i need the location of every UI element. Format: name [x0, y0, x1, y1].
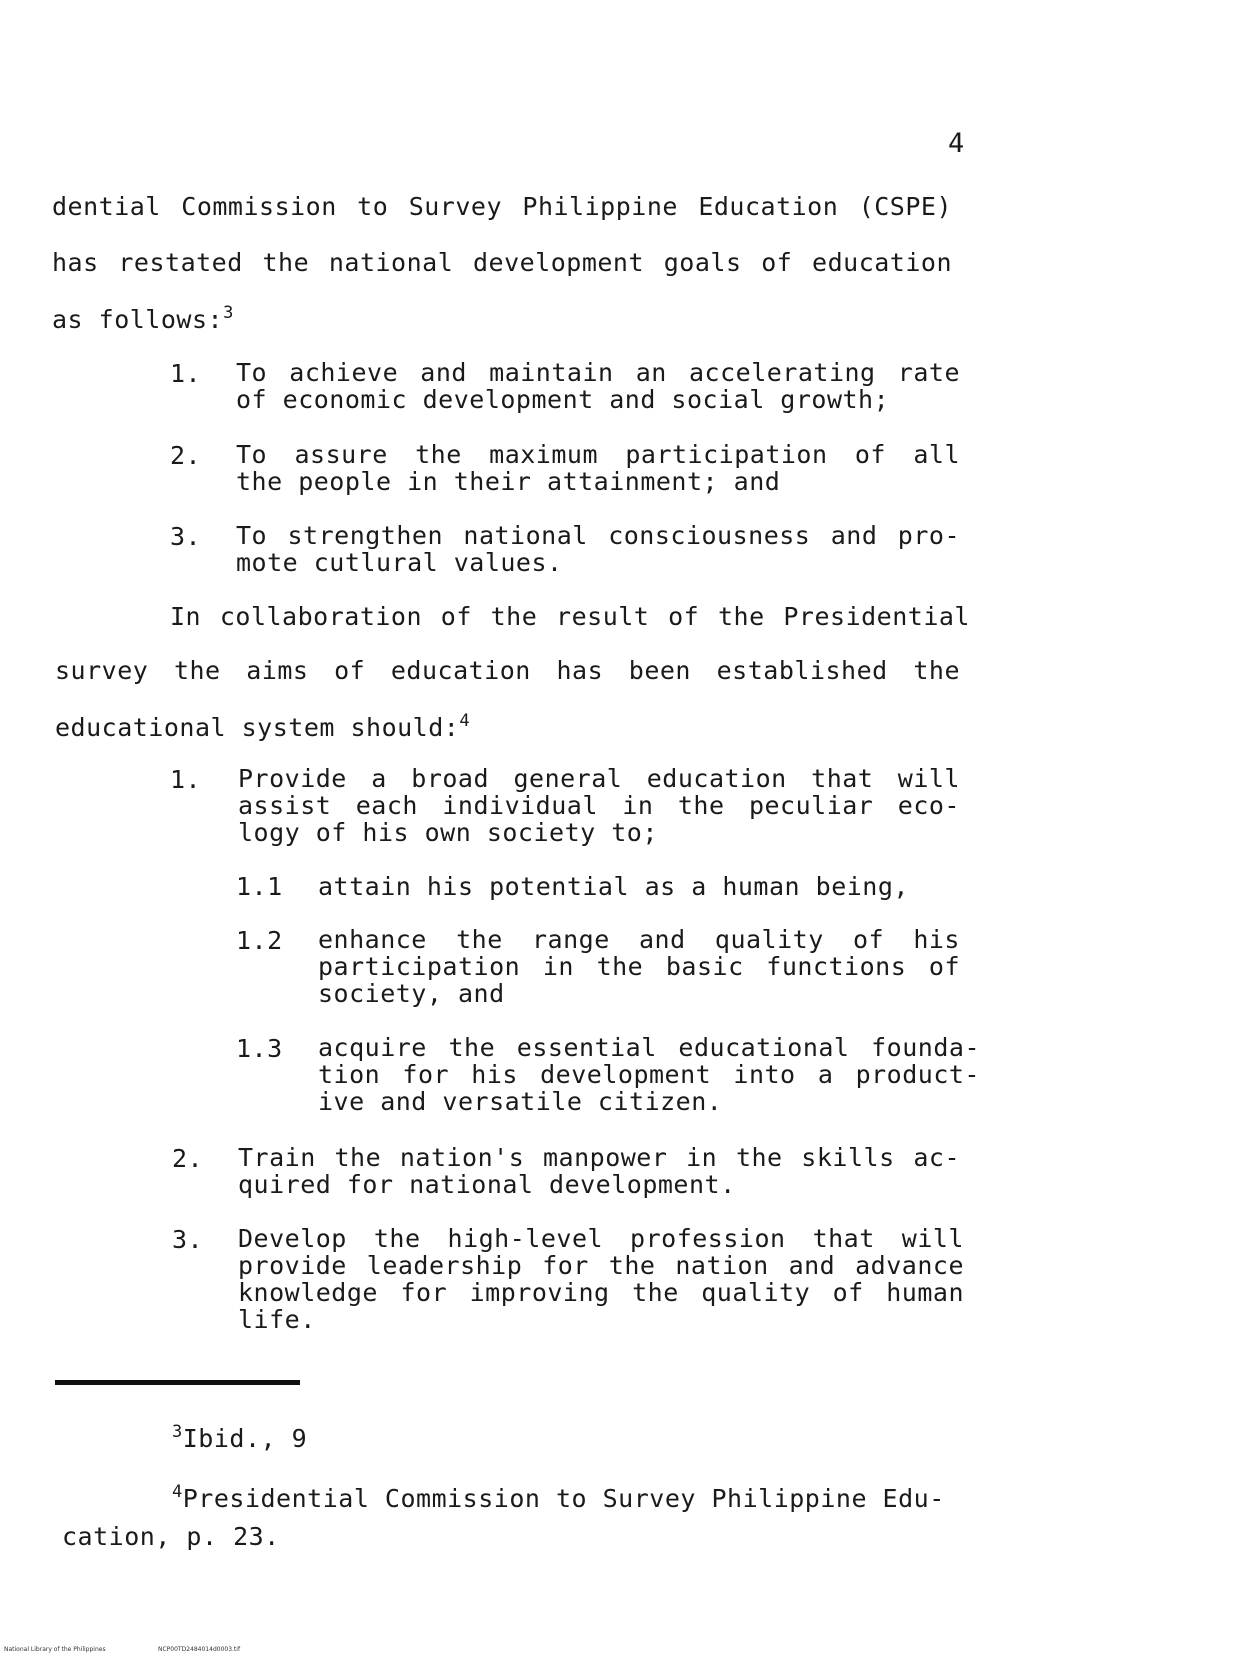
- aim-2-line-2: quired for national development.: [238, 1170, 736, 1199]
- footnote-3: [172, 1422, 307, 1453]
- footnote-3-text: Ibid., 9: [182, 1424, 308, 1453]
- aim-2-text: [238, 1144, 960, 1198]
- footnote-4-mark: 4: [172, 1482, 183, 1502]
- aim-1-1-text: attain his potential as a human being,: [318, 872, 909, 901]
- intro-line-1: dential Commission to Survey Philippine Education (CSPE): [52, 192, 952, 221]
- footnote-ref-3: 3: [223, 303, 234, 323]
- footnote-4-line-2: cation, p. 23.: [62, 1522, 280, 1551]
- aim-3-line-2: provide leadership for the nation and advance: [238, 1251, 964, 1280]
- aim-3-line-4: life.: [238, 1305, 316, 1334]
- aim-1-2-number: 1.2: [236, 926, 283, 955]
- aim-1-line-3: logy of his own society to;: [238, 818, 658, 847]
- aim-1-text: [238, 765, 960, 846]
- aim-1-line-2: assist each individual in the peculiar eco-: [238, 791, 960, 820]
- footnote-4-line-1: Presidential Commission to Survey Philippine Edu-: [182, 1484, 945, 1513]
- aim-3-number: 3.: [172, 1225, 204, 1254]
- aim-3-line-1: Develop the high-level profession that will: [238, 1224, 964, 1253]
- para2-line-1: [170, 603, 970, 630]
- page-number: 4: [948, 128, 965, 159]
- aim-1-3-text: [318, 1034, 980, 1115]
- goal-1-text: [236, 359, 960, 413]
- goal-1-number: 1.: [170, 359, 202, 388]
- aim-2-line-1: Train the nation's manpower in the skills ac-: [238, 1143, 960, 1172]
- aim-1-number: 1.: [170, 765, 202, 794]
- aim-1-3-line-3: ive and versatile citizen.: [318, 1087, 723, 1116]
- goal-3-line-1: To strengthen national consciousness and pro-: [236, 521, 960, 550]
- aim-1-2-line-2: participation in the basic functions of: [318, 952, 960, 981]
- scan-label-file: NCP00TD2484014d0003.tif: [158, 1646, 241, 1653]
- goal-2-line-2: the people in their attainment; and: [236, 467, 781, 496]
- aim-1-3-number: 1.3: [236, 1034, 283, 1063]
- goal-2-text: [236, 441, 960, 495]
- footnote-3-mark: 3: [172, 1422, 183, 1442]
- footnote-divider: [55, 1380, 300, 1385]
- para2-line-3-text: educational system should:: [55, 713, 460, 742]
- aim-1-2-line-1: enhance the range and quality of his: [318, 925, 960, 954]
- goal-1-line-2: of economic development and social growth;: [236, 385, 890, 414]
- goal-2-number: 2.: [170, 441, 202, 470]
- footnote-4: [172, 1482, 962, 1513]
- aim-1-3-line-1: acquire the essential educational founda-: [318, 1033, 980, 1062]
- para2-line-2: survey the aims of education has been established the: [55, 656, 960, 685]
- aim-1-2-text: [318, 926, 960, 1007]
- goal-3-number: 3.: [170, 522, 202, 551]
- aim-1-line-1: Provide a broad general education that will: [238, 764, 960, 793]
- para2-line-3: [55, 711, 470, 742]
- goal-1-line-1: To achieve and maintain an accelerating rate: [236, 358, 960, 387]
- goal-3-text: [236, 522, 960, 576]
- aim-1-3-line-2: tion for his development into a product-: [318, 1060, 980, 1089]
- scan-label-library: National Library of the Philippines: [4, 1646, 106, 1653]
- aim-3-line-3: knowledge for improving the quality of human: [238, 1278, 964, 1307]
- intro-line-3-text: as follows:: [52, 305, 224, 334]
- intro-line-2: has restated the national development goals of education: [52, 248, 952, 277]
- goal-2-line-1: To assure the maximum participation of all: [236, 440, 960, 469]
- aim-2-number: 2.: [172, 1144, 204, 1173]
- intro-line-3: [52, 303, 234, 334]
- aim-1-2-line-3: society, and: [318, 979, 505, 1008]
- footnote-ref-4: 4: [459, 711, 471, 731]
- aim-3-text: [238, 1225, 964, 1333]
- goal-3-line-2: mote cutlural values.: [236, 548, 563, 577]
- aim-1-1-number: 1.1: [236, 872, 283, 901]
- para2-line-1-text: In collaboration of the result of the Presidential: [170, 602, 970, 631]
